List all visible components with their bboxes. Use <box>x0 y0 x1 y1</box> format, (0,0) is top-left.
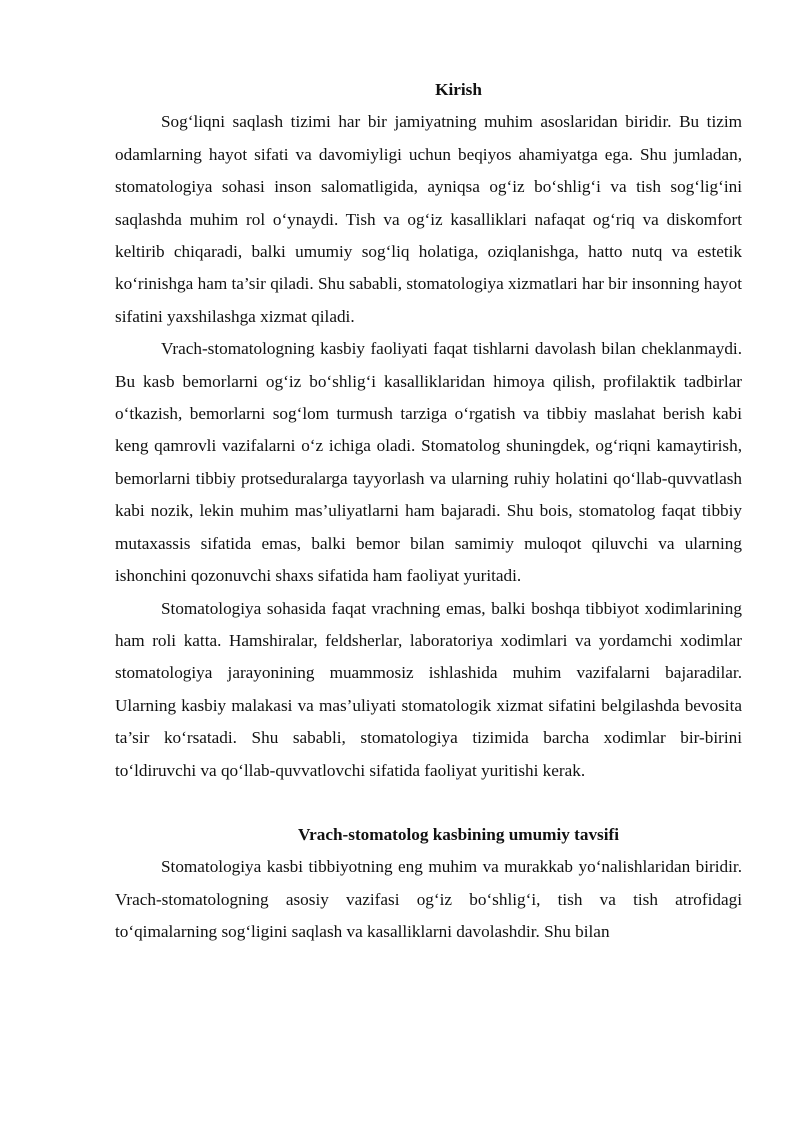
section-title: Vrach-stomatolog kasbining umumiy tavsifi <box>297 824 619 844</box>
intro-paragraph-1: Sog‘liqni saqlash tizimi har bir jamiyatning muhim asoslaridan biridir. Bu tizim odamlarning hayot sifati va davomiyligi uchun beqiyos ahamiyatga ega. Shu jumladan, stomatologiya sohasi inson salomatligida, ayniqsa og‘iz bo‘shlig‘i va tish sog‘lig‘ini saqlashda muhim rol o‘ynaydi. Tish va og‘iz kasalliklari nafaqat og‘riq va diskomfort keltirib chiqaradi, balki umumiy sog‘liq holatiga, oziqlanishga, hatto nutq va estetik ko‘rinishga ham ta’sir qiladi. Shu sababli, stomatologiya xizmatlari har bir insonning hayot sifatini yaxshilashga xizmat qiladi. <box>115 112 742 326</box>
intro-paragraph-3: Stomatologiya sohasida faqat vrachning emas, balki boshqa tibbiyot xodimlarining ham roli katta. Hamshiralar, feldsherlar, laboratoriya xodimlari va yordamchi xodimlar stomatologiya jarayonining muammosiz ishlashida muhim vazifalarni bajaradilar. Ularning kasbiy malakasi va mas’uliyati stomatologik xizmat sifatini belgilashda bevosita ta’sir ko‘rsatadi. Shu sababli, stomatologiya tizimida barcha xodimlar bir-birini to‘ldiruvchi va qo‘llab-quvvatlovchi sifatida faoliyat yuritishi kerak. <box>115 598 742 780</box>
document-page <box>115 74 742 949</box>
section-paragraph-1: Stomatologiya kasbi tibbiyotning eng muhim va murakkab yo‘nalishlaridan biridir. Vrach-stomatologning asosiy vazifasi og‘iz bo‘shlig‘i, tish va tish atrofidagi to‘qimalarning sog‘ligini saqlash va kasalliklarni davolashdir. Shu bilan <box>115 857 742 942</box>
page-title: Kirish <box>435 80 482 99</box>
section-spacer <box>115 787 742 819</box>
intro-paragraph-2: Vrach-stomatologning kasbiy faoliyati faqat tishlarni davolash bilan cheklanmaydi. Bu kasb bemorlarni og‘iz bo‘shlig‘i kasalliklaridan himoya qilish, profilaktik tadbirlar o‘tkazish, bemorlarni sog‘lom turmush tarziga o‘rgatish va tibbiy maslahat berish kabi keng qamrovli vazifalarni o‘z ichiga oladi. Stomatolog shuningdek, og‘riqni kamaytirish, bemorlarni tibbiy protseduralarga tayyorlash va ularning ruhiy holatini qo‘llab-quvvatlash kabi nozik, lekin muhim mas’uliyatlarni ham bajaradi. Shu bois, stomatolog faqat tibbiy mutaxassis sifatida emas, balki bemor bilan samimiy muloqot qiluvchi va ularning ishonchini qozonuvchi shaxs sifatida ham faoliyat yuritadi. <box>115 339 742 586</box>
